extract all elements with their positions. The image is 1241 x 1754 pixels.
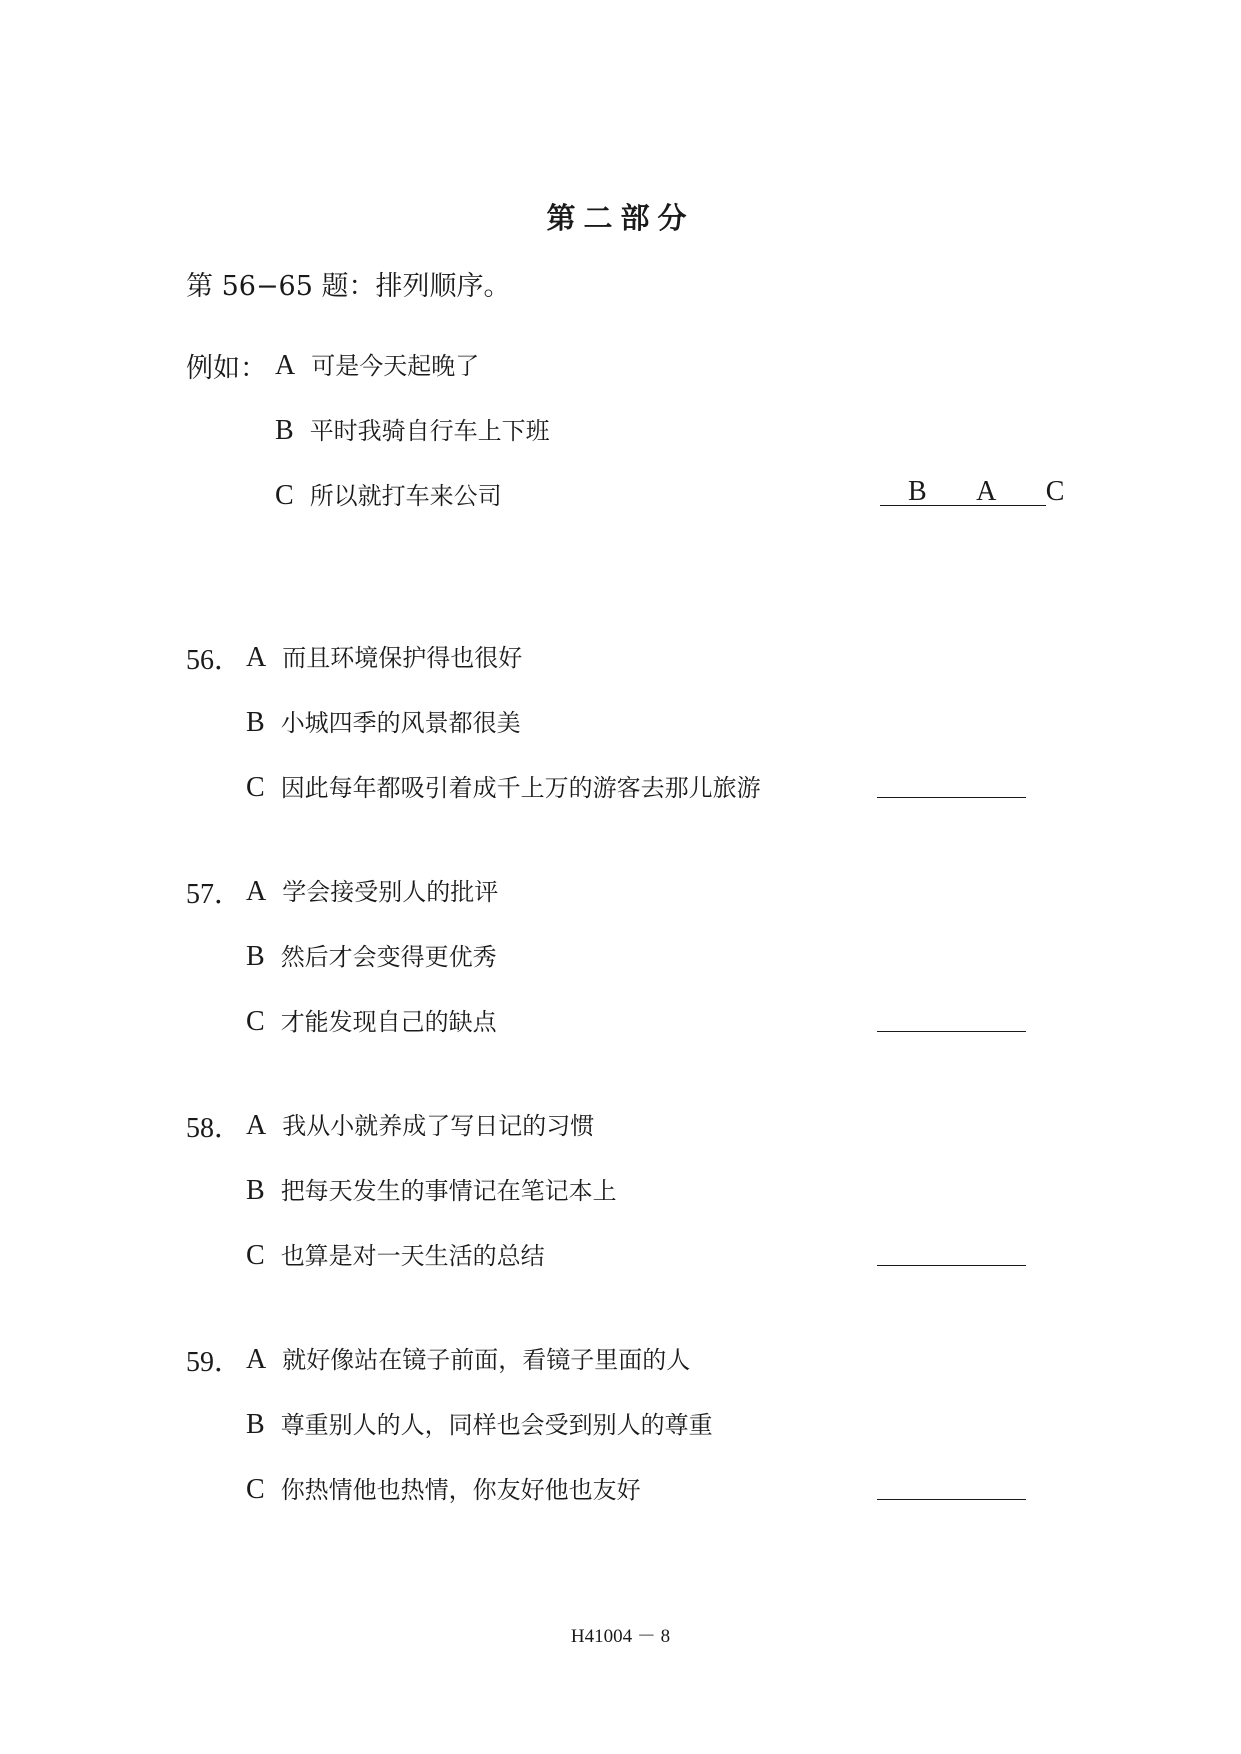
question-56-option-c	[246, 768, 761, 804]
example-option-c	[275, 476, 502, 512]
question-57-option-a	[246, 872, 498, 908]
question-57-option-b	[246, 937, 497, 973]
option-letter: C	[246, 772, 265, 803]
answer-blank[interactable]	[877, 1031, 1026, 1032]
answer-blank[interactable]	[877, 797, 1026, 798]
option-letter: C	[275, 480, 294, 511]
option-text: 我从小就养成了写日记的习惯	[282, 1112, 595, 1140]
option-text: 因此每年都吸引着成千上万的游客去那儿旅游	[280, 774, 761, 802]
question-59-option-a	[246, 1340, 690, 1376]
option-letter: A	[275, 350, 296, 381]
question-59-option-b	[246, 1405, 713, 1441]
option-text: 才能发现自己的缺点	[280, 1008, 497, 1036]
option-letter: C	[246, 1474, 265, 1505]
question-56-option-a	[246, 638, 522, 674]
section-title: 第二部分	[546, 201, 695, 235]
option-text: 可是今天起晚了	[311, 352, 480, 380]
option-text: 就好像站在镜子前面，看镜子里面的人	[282, 1346, 691, 1374]
question-58-option-a	[246, 1106, 594, 1142]
instructions: 第 56−65 题：排列顺序。	[186, 271, 511, 302]
question-number: 59．	[186, 1347, 243, 1378]
option-letter: B	[275, 415, 294, 446]
option-text: 尊重别人的人，同样也会受到别人的尊重	[280, 1411, 713, 1439]
option-letter: B	[246, 941, 265, 972]
question-number: 56．	[186, 645, 243, 676]
question-58-option-c	[246, 1236, 545, 1272]
option-text: 小城四季的风景都很美	[280, 709, 521, 737]
option-text: 所以就打车来公司	[309, 482, 502, 510]
example-answer: B A C	[908, 476, 1087, 507]
example-prefix: 例如：	[186, 353, 267, 384]
example-answer-line	[880, 505, 1046, 506]
answer-blank[interactable]	[877, 1499, 1026, 1500]
answer-blank[interactable]	[877, 1265, 1026, 1266]
option-text: 平时我骑自行车上下班	[309, 417, 550, 445]
option-letter: B	[246, 1175, 265, 1206]
option-letter: A	[246, 1344, 267, 1375]
question-number: 58．	[186, 1113, 243, 1144]
option-text: 而且环境保护得也很好	[282, 644, 523, 672]
option-text: 然后才会变得更优秀	[280, 943, 497, 971]
question-59-option-c	[246, 1470, 641, 1506]
example-option-b	[275, 411, 550, 447]
option-letter: C	[246, 1006, 265, 1037]
page-footer: H41004 － 8	[570, 1626, 671, 1647]
question-56-option-b	[246, 703, 521, 739]
option-letter: B	[246, 707, 265, 738]
option-letter: A	[246, 876, 267, 907]
option-letter: A	[246, 1110, 267, 1141]
option-text: 你热情他也热情，你友好他也友好	[280, 1476, 641, 1504]
option-letter: B	[246, 1409, 265, 1440]
option-letter: A	[246, 642, 267, 673]
option-text: 学会接受别人的批评	[282, 878, 499, 906]
question-57-option-c	[246, 1002, 497, 1038]
question-58-option-b	[246, 1171, 617, 1207]
option-text: 把每天发生的事情记在笔记本上	[280, 1177, 617, 1205]
option-text: 也算是对一天生活的总结	[280, 1242, 545, 1270]
question-number: 57．	[186, 879, 243, 910]
option-letter: C	[246, 1240, 265, 1271]
example-option-a	[275, 346, 479, 382]
